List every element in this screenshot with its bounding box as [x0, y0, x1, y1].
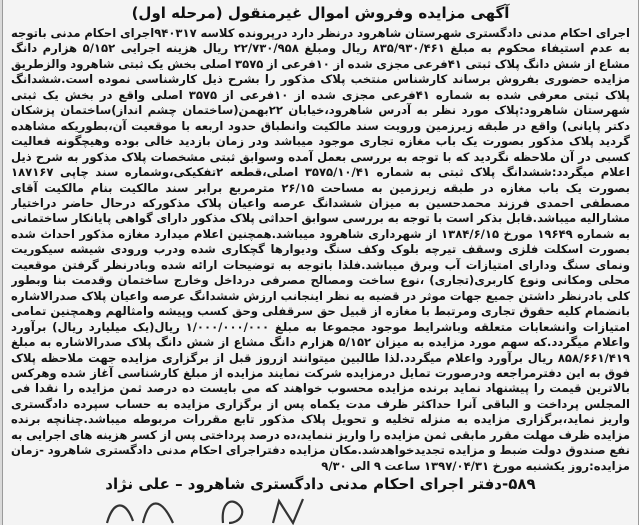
notice-sheet [2, 0, 639, 525]
notice-body: اجرای احکام مدنی دادگستری شهرستان شاهرود درنظر دارد درپرونده کلاسه ۹۴۰۳۱۷اجرای احکام مدنی باتوجه به عدم استیفاء محکوم به مبلغ ۸۳۵/۹۳۰/۴۶۱ ریال ومبلغ ۲۲/۷۳۰/۹۵۸ ریال هزینه اجرایی ۵/۱۵۲ هزارم دانگ مشاع از شش دانگ پلاک ثبتی ۴۱فرعی مجزی شده از ۱۰فرعی از ۳۵۷۵ اصلی بخش یک ثبتی شاهرود والزطریق مزایده حضوری بفروش برساند کارشناس منتخب پلاک مذکور را بشرح ذیل کارشناسی نموده است.ششدانگ پلاک ثبتی معرفی شده به شماره ۴۱فرعی مجزی شده از ۱۰فرعی از ۳۵۷۵ اصلی واقع در بخش یک ثبتی شهرستان شاهرود:پلاک مورد نظر به آدرس شاهرود،خیابان ۲۲بهمن(ساختمان چشم انداز)ساختمان پزشکان دکتر پایانی) واقع در طبقه زیرزمین ورویت سند مالکیت وانطباق حدود اربعه با موقعیت آن،بطوریکه مشاهده گردید پلاک مذکور بصورت یک باب مغازه تجاری موجود میباشد ودر زمان بازدید خالی بوده وهیچگونه فعالیت کسبی در آن ملاحظه نگردید که با توجه به بررسی بعمل آمده وسوابق ثبتی مشخصات پلاک مذکور به شرح ذیل اعلام میگردد:ششدانگ پلاک ثبتی به شماره ۳۵۷۵/۱۰/۴۱ اصلی،قطعه ۲تفکیکی،وشماره سند چاپی ۱۸۷۱۶۷ بصورت یک باب مغازه در طبقه زیرزمین به مساحت ۲۶/۱۵ مترمربع برابر سند مالکیت بنام مالکیت آقای مصطفی احمدی فرزند محمدحسین به میزان ششدانگ عرصه واعیان پلاک مذکورکه درحال حاضر دراختیار مشارالیه میباشد.قابل بذکر است با توجه به بررسی سوابق احداثی پلاک مذکور دارای گواهی پایانکار ساختمانی به شماره ۱۹۶۴۹ مورخ ۱۳۸۴/۶/۱۵ از شهرداری شاهرود میباشد.همچنین اعلام میدارد مغازه مذکور احداث شده بصورت اسکلت فلزی وسقف تیرچه بلوک وکف سنگ ودیوارها گچکاری شده ودرب ورودی شیشه سیکوریت ونمای سنگ ودارای امتیازات آب وبرق میباشد.فلذا باتوجه به توضیحات ارائه شده وبادرنظر گرفتن موقعیت محلی ومکانی ونوع کاربری(تجاری) ،نوع ساخت ومصالح مصرفی درداخل وخارج ساختمان وقدمت بنا وبطور کلی بادرنظر داشتن جمیع جهات موثر در قضیه به نظر اینجانب ارزش ششدانگ عرصه واعیان پلاک صدرالاشاره بانضمام کلیه حقوق تجاری ومرتبط با مغازه از قبیل حق سرقفلی وحق کسب وپیشه وامثالهم وهمچنین تمامی امتیازات وانشعابات متعلقه وباشرایط موجود مجموعا به مبلغ ۱/۰۰۰/۰۰۰/۰۰۰ ریال(یک میلیارد ریال) برآورد واعلام میگردد.که سهم مورد مزایده به میزان ۵/۱۵۲ هزارم دانگ مشاع از شش دانگ پلاک صدرالاشاره به مبلغ ۸۵۸/۶۶۱/۴۱۹ ریال برآورد واعلام میگردد.لذا طالبین میتوانند ازروز قبل از برگزاری مزایده جهت ملاحظه پلاک فوق به این دفترمراجعه ودرصورت تمایل درمزایده شرکت نمایند مزایده از مبلغ کارشناسی آغاز شده وهرکس بالاترین قیمت را پیشنهاد نماید برنده مزایده محسوب خواهند که می بایست ده درصد ثمن مزایده را نقدا فی المجلس پرداخت و الباقی آنرا حداکثر ظرف مدت یکماه پس از برگزاری مزایده به حساب سپرده دادگستری واریز نماید،برگزاری مزایده به منزله تخلیه و تحویل پلاک مذکور تابع مقررات مربوطه میباشد.چنانچه برنده مزایده ظرف مهلت مقرر مابقی ثمن مزایده را واریز ننماید،ده درصد پرداختی پس از کسر هزینه های اجرایی به نفع صندوق دولت ضبط و مزایده تجدیدخواهدشد.مکان مزایده دفتراجرای احکام مدنی دادگستری شاهرود -زمان مزایده:روز یکشنبه مورخ ۱۳۹۷/۰۴/۳۱ ساعت ۹ الی ۹/۳۰ [11, 26, 630, 473]
notice-signature: ۵۸۹-دفتر اجرای احکام مدنی دادگستری شاهرود – علی نژاد [105, 475, 536, 493]
notice-title: آگهی مزایده وفروش اموال غیرمنقول (مرحله اول) [131, 4, 510, 22]
handwritten-mark-icon [103, 493, 318, 525]
